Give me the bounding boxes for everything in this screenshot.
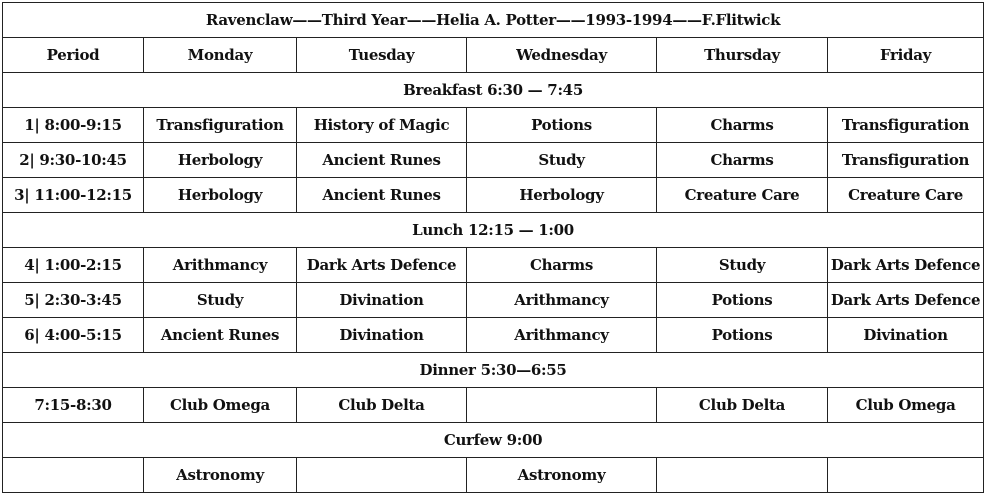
class-cell: Astronomy xyxy=(144,458,297,493)
period-cell: 5| 2:30-3:45 xyxy=(3,283,144,318)
class-cell: Transfiguration xyxy=(828,143,984,178)
table-row xyxy=(3,458,984,493)
table-row xyxy=(3,108,984,143)
class-cell: Herbology xyxy=(144,178,297,213)
period-cell: 7:15-8:30 xyxy=(3,388,144,423)
column-header-tuesday: Tuesday xyxy=(297,38,467,73)
class-cell: Divination xyxy=(297,318,467,353)
class-cell: Ancient Runes xyxy=(297,143,467,178)
class-cell: Dark Arts Defence xyxy=(828,283,984,318)
column-header-wednesday: Wednesday xyxy=(467,38,657,73)
class-cell: Herbology xyxy=(144,143,297,178)
class-cell: Arithmancy xyxy=(467,283,657,318)
header-row xyxy=(3,38,984,73)
period-cell: 4| 1:00-2:15 xyxy=(3,248,144,283)
class-cell: Club Delta xyxy=(297,388,467,423)
class-cell: Transfiguration xyxy=(144,108,297,143)
period-cell: 6| 4:00-5:15 xyxy=(3,318,144,353)
class-cell: Charms xyxy=(657,108,828,143)
class-cell: Potions xyxy=(467,108,657,143)
class-cell xyxy=(297,458,467,493)
breakfast-label: Breakfast 6:30 — 7:45 xyxy=(3,73,984,108)
dinner-label: Dinner 5:30—6:55 xyxy=(3,353,984,388)
class-cell: Arithmancy xyxy=(144,248,297,283)
table-row xyxy=(3,283,984,318)
column-header-period: Period xyxy=(3,38,144,73)
table-row xyxy=(3,248,984,283)
period-cell: 1| 8:00-9:15 xyxy=(3,108,144,143)
class-cell: Club Delta xyxy=(657,388,828,423)
class-cell: Study xyxy=(467,143,657,178)
column-header-friday: Friday xyxy=(828,38,984,73)
column-header-thursday: Thursday xyxy=(657,38,828,73)
class-cell: Charms xyxy=(657,143,828,178)
class-cell: Herbology xyxy=(467,178,657,213)
class-cell: Dark Arts Defence xyxy=(297,248,467,283)
class-cell: Divination xyxy=(297,283,467,318)
class-schedule-table xyxy=(2,2,984,493)
column-header-monday: Monday xyxy=(144,38,297,73)
lunch-row xyxy=(3,213,984,248)
class-cell: Divination xyxy=(828,318,984,353)
class-cell: Astronomy xyxy=(467,458,657,493)
class-cell: Club Omega xyxy=(828,388,984,423)
class-cell: Ancient Runes xyxy=(144,318,297,353)
period-cell xyxy=(3,458,144,493)
schedule-title: Ravenclaw——Third Year——Helia A. Potter——1993-1994——F.Flitwick xyxy=(3,3,984,38)
class-cell: Transfiguration xyxy=(828,108,984,143)
dinner-row xyxy=(3,353,984,388)
breakfast-row xyxy=(3,73,984,108)
lunch-label: Lunch 12:15 — 1:00 xyxy=(3,213,984,248)
curfew-row xyxy=(3,423,984,458)
table-row xyxy=(3,178,984,213)
period-cell: 2| 9:30-10:45 xyxy=(3,143,144,178)
curfew-label: Curfew 9:00 xyxy=(3,423,984,458)
class-cell: Potions xyxy=(657,318,828,353)
class-cell: Potions xyxy=(657,283,828,318)
class-cell: Dark Arts Defence xyxy=(828,248,984,283)
class-cell: Charms xyxy=(467,248,657,283)
class-cell xyxy=(467,388,657,423)
class-cell xyxy=(657,458,828,493)
class-cell: Study xyxy=(657,248,828,283)
title-row xyxy=(3,3,984,38)
table-row xyxy=(3,143,984,178)
table-row xyxy=(3,318,984,353)
class-cell: Club Omega xyxy=(144,388,297,423)
class-cell: History of Magic xyxy=(297,108,467,143)
class-cell: Study xyxy=(144,283,297,318)
class-cell xyxy=(828,458,984,493)
class-cell: Arithmancy xyxy=(467,318,657,353)
class-cell: Ancient Runes xyxy=(297,178,467,213)
class-cell: Creature Care xyxy=(828,178,984,213)
class-cell: Creature Care xyxy=(657,178,828,213)
period-cell: 3| 11:00-12:15 xyxy=(3,178,144,213)
table-row xyxy=(3,388,984,423)
